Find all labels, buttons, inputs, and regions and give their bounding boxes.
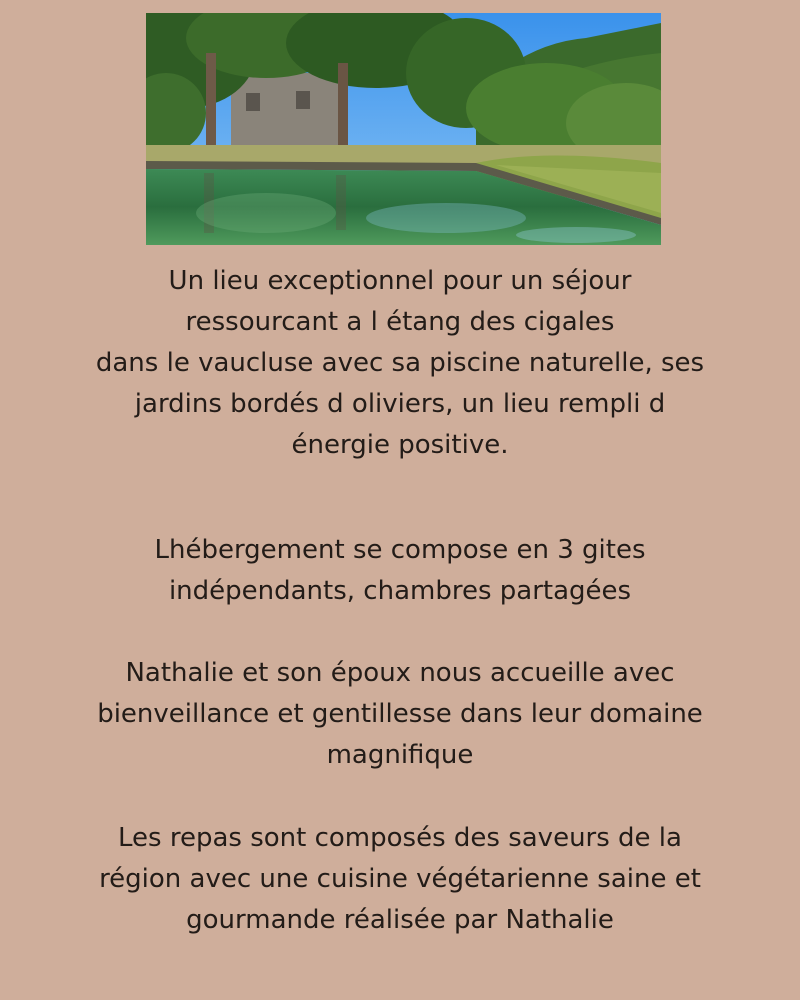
text-line: Lhébergement se compose en 3 gites bbox=[154, 535, 646, 565]
text-line: dans le vaucluse avec sa piscine naturelle, ses bbox=[95, 348, 705, 378]
text-line: gourmande réalisée par Nathalie bbox=[186, 905, 614, 935]
text-line: Un lieu exceptionnel pour un séjour bbox=[168, 266, 632, 296]
text-line: région avec une cuisine végétarienne saine et bbox=[99, 864, 701, 894]
natural-pool-garden-photo bbox=[146, 13, 661, 245]
text-line: bienveillance et gentillesse dans leur domaine bbox=[97, 699, 703, 729]
meals-paragraph bbox=[60, 818, 740, 941]
accommodation-paragraph bbox=[60, 530, 740, 612]
text-line: ressourcant a l étang des cigales bbox=[185, 307, 615, 337]
text-line: Nathalie et son époux nous accueille avec bbox=[125, 658, 675, 688]
intro-paragraph bbox=[60, 261, 740, 466]
text-line: jardins bordés d oliviers, un lieu rempli d bbox=[134, 389, 666, 419]
hosts-paragraph bbox=[60, 653, 740, 776]
text-line: magnifique bbox=[326, 740, 474, 770]
text-line: Les repas sont composés des saveurs de la bbox=[118, 823, 682, 853]
text-line: énergie positive. bbox=[291, 430, 509, 460]
text-line: indépendants, chambres partagées bbox=[168, 576, 632, 606]
